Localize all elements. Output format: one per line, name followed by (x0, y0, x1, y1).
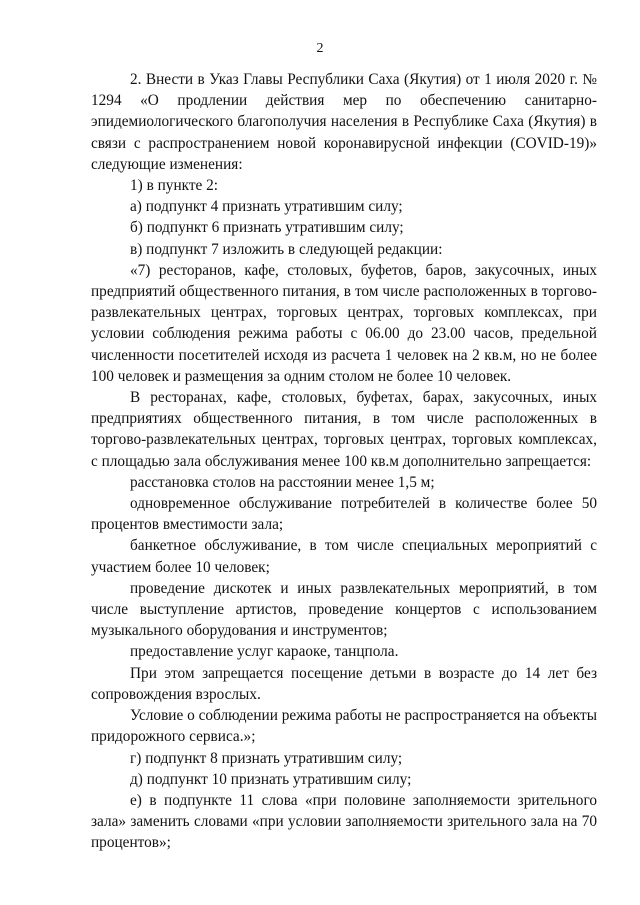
page-number: 2 (316, 41, 324, 56)
paragraph: 2. Внести в Указ Главы Республики Саха (Якутия) от 1 июля 2020 г. № 1294 «О продлении действия мер по обеспечению санитарно-эпидемиологического благополучия населения в Республике Саха (Якутия) в связи с распространением новой коронавирусной инфекции (COVID-19)» следующие изменения: (91, 71, 597, 173)
paragraph: в) подпункт 7 изложить в следующей редакции: (130, 240, 443, 258)
document-body (91, 69, 597, 854)
paragraph: расстановка столов на расстоянии менее 1,5 м; (130, 473, 435, 491)
paragraph: предоставление услуг караоке, танцпола. (130, 643, 399, 661)
paragraph: При этом запрещается посещение детьми в возрасте до 14 лет без сопровождения взрослых. (91, 664, 597, 703)
paragraph: е) в подпункте 11 слова «при половине заполняемости зрительного зала» заменить словами «при условии заполняемости зрительного зала на 70 процентов»; (91, 791, 597, 852)
paragraph: «7) ресторанов, кафе, столовых, буфетов, баров, закусочных, иных предприятий общественного питания, в том числе расположенных в торгово-развлекательных центрах, торговых центрах, торговых комплексах, при условии соблюдения режима работы с 06.00 до 23.00 часов, предельной численности посетителей исходя из расчета 1 человек на 2 кв.м, но не более 100 человек и размещения за одним столом не более 10 человек. (91, 261, 597, 385)
paragraph: а) подпункт 4 признать утратившим силу; (130, 198, 403, 216)
paragraph: б) подпункт 6 признать утратившим силу; (130, 219, 404, 237)
paragraph: д) подпункт 10 признать утратившим силу; (130, 770, 412, 788)
paragraph: г) подпункт 8 признать утратившим силу; (130, 749, 403, 767)
paragraph: Условие о соблюдении режима работы не распространяется на объекты придорожного сервиса.»; (91, 707, 597, 746)
paragraph: В ресторанах, кафе, столовых, буфетах, барах, закусочных, иных предприятиях общественного питания, в том числе расположенных в торгово-развлекательных центрах, торговых центрах, торговых комплексах, с площадью зала обслуживания менее 100 кв.м дополнительно запрещается: (91, 389, 597, 470)
paragraph: проведение дискотек и иных развлекательных мероприятий, в том числе выступление артистов, проведение концертов с использованием музыкального оборудования и инструментов; (91, 579, 597, 640)
paragraph: 1) в пункте 2: (130, 177, 219, 195)
paragraph: банкетное обслуживание, в том числе специальных мероприятий с участием более 10 человек; (91, 537, 597, 576)
paragraph: одновременное обслуживание потребителей в количестве более 50 процентов вместимости зала; (91, 495, 597, 534)
